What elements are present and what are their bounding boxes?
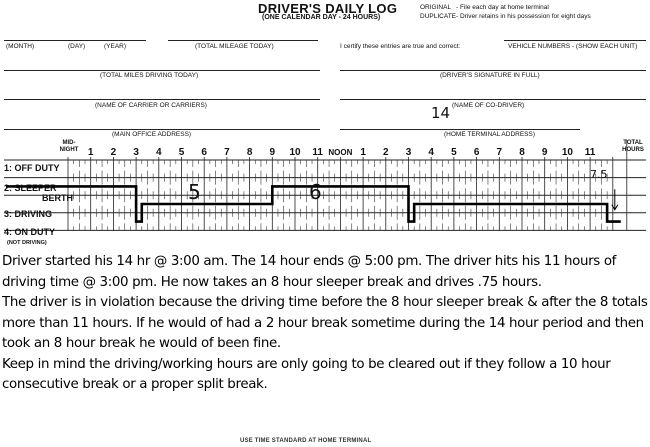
original-label: ORIGINAL [420,4,452,11]
note-paragraph-1: Driver started his 14 hr @ 3:00 am. The 14 hour ends @ 5:00 pm. The driver hits his 11 hours of driving time @ 3:00 pm. He now takes an 8 hour sleeper break and drives .75 hours. [2,254,617,290]
row-driving [4,209,52,219]
row-on-duty-label: ON DUTY [14,227,56,237]
row-sleeper-label: SLEEPER [14,183,57,193]
hour-label-am: 11 [312,147,323,158]
hour-label-pm: 11 [584,147,596,158]
hour-label-pm: 2 [383,147,389,158]
row-sleeper [4,183,73,203]
note-paragraph-3: Keep in mind the driving/working hours are only going to be cleared out if they follow a 10 hour consecutive break or a proper split break. [2,356,611,392]
handwritten-14: 14 [431,104,451,122]
hour-label-pm: 10 [561,147,573,158]
hour-label-pm: 1 [360,147,366,158]
handwritten-5: 5 [188,180,201,204]
hour-label-am: 5 [178,147,185,158]
hour-label-am: 6 [201,147,207,158]
hour-label-am: 8 [246,147,253,158]
noon-label: NOON [328,148,353,157]
hour-label-pm: 6 [473,147,480,158]
total-mileage-label: (TOTAL MILEAGE TODAY) [195,43,274,50]
carrier-label: (NAME OF CARRIER OR CARRIERS) [95,102,207,109]
total-hours-label: TOTAL HOURS [622,140,644,153]
day-label: (DAY) [68,43,86,50]
handwritten-75: 7.5 [590,168,608,181]
hour-label-pm: 3 [405,147,412,158]
row-driving-label: DRIVING [14,209,53,219]
original-note: - File each day at home terminal [456,4,549,11]
row-on-duty-sub: (NOT DRIVING) [7,240,47,246]
row-on-duty [4,228,55,248]
home-terminal-label: (HOME TERMINAL ADDRESS) [444,131,536,138]
hour-label-pm: 7 [496,147,503,158]
year-label: (YEAR) [104,43,127,50]
log-title: DRIVER'S DAILY LOG [258,1,398,16]
note-paragraph-2: The driver is in violation because the driving time before the 8 hour sleeper break & after the 8 totals more than 11 hours. If he would of had a 2 hour break sometime during the 14 hour period and then took an 8 hour break he would of been fine. [2,295,648,351]
month-label: (MONTH) [6,43,35,50]
row-sleeper-sub: BERTH [42,193,73,203]
explanation-notes [2,252,648,396]
row-off-duty-label: OFF DUTY [14,163,60,173]
vehicle-numbers-label: VEHICLE NUMBERS - (SHOW EACH UNIT) [508,43,638,50]
hour-label-pm: 8 [519,147,525,158]
row-driving-number: 3: [4,209,13,219]
row-off-duty [4,163,60,173]
hour-label-pm: 9 [541,147,548,158]
midnight-label: MID-NIGHT [59,140,79,153]
main-office-label: (MAIN OFFICE ADDRESS) [112,131,192,138]
hour-label-am: 1 [87,147,94,158]
footer-text: USE TIME STANDARD AT HOME TERMINAL [240,438,372,444]
certify-label: I certify these entries are true and correct: [340,43,461,50]
log-subtitle: (ONE CALENDAR DAY - 24 HOURS) [262,14,381,21]
co-driver-label: (NAME OF CO-DRIVER) [452,102,525,109]
duplicate-note: - Driver retains in his possession for eight days [456,13,591,20]
row-on-duty-number: 4: [4,227,13,237]
signature-label: (DRIVER'S SIGNATURE IN FULL) [440,72,540,79]
hour-label-am: 4 [156,147,162,158]
handwritten-6: 6 [309,180,322,204]
row-sleeper-number: 2: [4,183,13,193]
row-off-duty-number: 1: [4,163,13,173]
hour-label-am: 9 [269,147,276,158]
miles-driving-label: (TOTAL MILES DRIVING TODAY) [100,72,199,79]
hour-label-am: 10 [289,147,301,158]
hour-label-pm: 4 [428,147,434,158]
hour-label-pm: 5 [451,147,457,158]
hour-label-am: 3 [133,147,139,158]
hour-label-am: 7 [224,147,230,158]
hour-label-am: 2 [110,147,117,158]
duplicate-label: DUPLICATE [420,13,456,20]
